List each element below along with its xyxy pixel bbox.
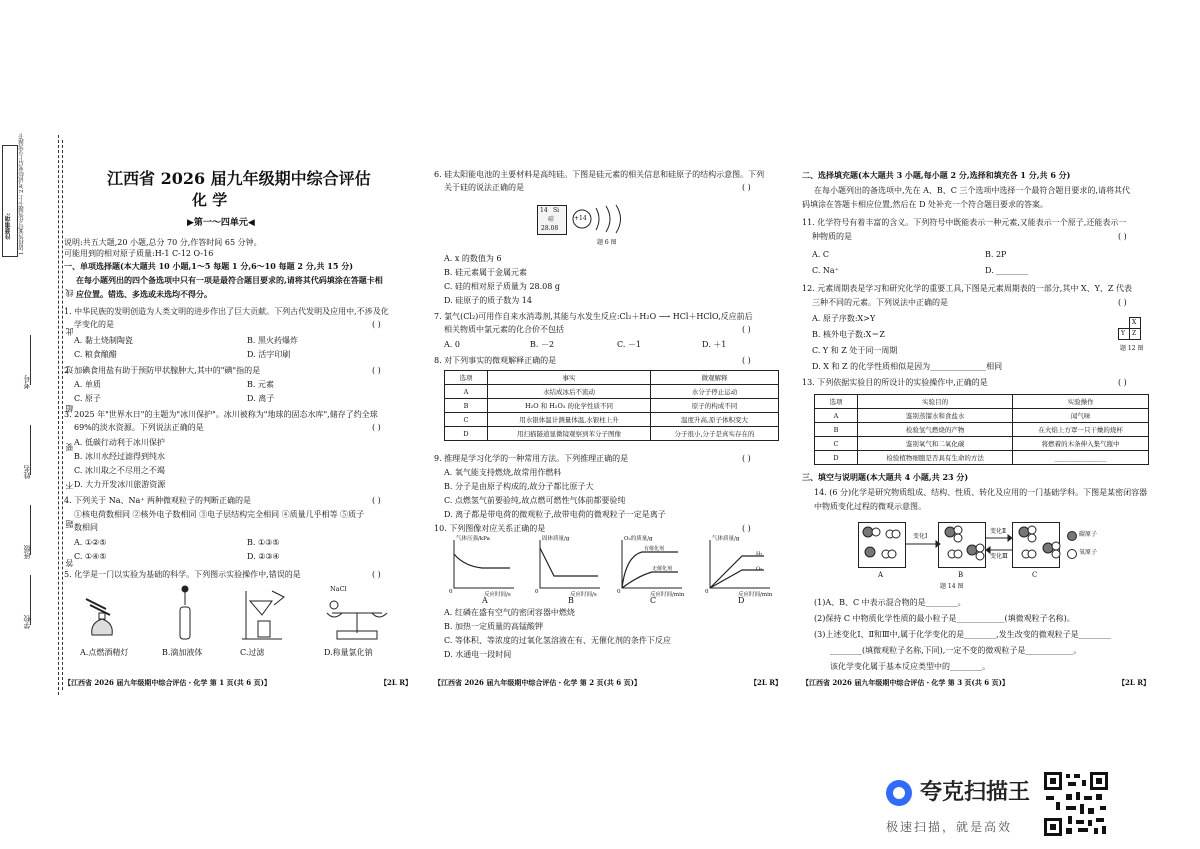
- filter-icon: [242, 591, 284, 639]
- q11-opt-c: C. Na⁺: [812, 266, 839, 275]
- q12-opt-a: A. 原子序数:X>Y: [812, 314, 876, 323]
- scanner-watermark: [880, 770, 1180, 840]
- legend-carbon: 碳原子: [1079, 531, 1098, 538]
- q14-part-3b: ________(填微观粒子名称,下同),一定不变的微观粒子是____________。: [830, 646, 1082, 655]
- q4-opt-b: B. ①③⑤: [247, 538, 280, 547]
- legend-oxygen: 氧原子: [1079, 549, 1098, 556]
- q8-head-1: 事实: [488, 371, 651, 385]
- q5-opt-a: A.点燃酒精灯: [80, 648, 129, 657]
- q3-opt-a: A. 低碳行动利于冰川保护: [74, 438, 165, 447]
- q8-stem: 8. 对下列事实的微观解释正确的是: [434, 356, 557, 365]
- q13-cell: ________________: [1013, 451, 1149, 465]
- q1-stem-b: 学变化的是: [74, 320, 114, 329]
- graph-b-origin: 0: [535, 589, 539, 595]
- page-1-footer: 【江西省 2026 届九年级期中综合评估・化学 第 1 页(共 6 页)】: [64, 678, 271, 687]
- q13-cell: C: [815, 437, 858, 451]
- table-row: [815, 395, 1149, 409]
- graph-c-xlabel: 反应时间/min: [650, 592, 685, 598]
- q13-stem: 13. 下列依据实验目的所设计的实验操作中,正确的是: [802, 378, 988, 387]
- q12-paren: ( ): [1118, 298, 1127, 307]
- table-row: [445, 385, 779, 399]
- q6-stem: 6. 硅太阳能电池的主要材料是高纯硅。下图是硅元素的相关信息和硅原子的结构示意图。下列: [434, 170, 765, 179]
- q8-cell: B: [445, 399, 488, 413]
- xingming-line: [30, 425, 31, 475]
- graph-b-ylabel: 固体质量/g: [542, 536, 570, 542]
- oxygen-atom-icon: [1067, 549, 1077, 559]
- q11-opt-a: A. C: [812, 250, 829, 259]
- q12-stem: 12. 元素周期表是学习和研究化学的重要工具,下图是元素周期表的一部分,其中 X、Y、Z 代表: [802, 284, 1132, 293]
- xuexiao-label: 学校: [23, 615, 31, 629]
- q5-nacl-label: NaCl: [330, 585, 347, 593]
- q10-paren: ( ): [742, 524, 751, 533]
- q2-opt-d: D. 离子: [247, 394, 275, 403]
- q4-opt-d: D. ②③④: [247, 552, 280, 561]
- q8-cell: 用扫描隧道显微镜观察到苯分子图像: [488, 427, 651, 441]
- q14-part-1: (1)A、B、C 中表示混合物的是________。: [814, 598, 966, 607]
- qr-code-icon: [1042, 770, 1110, 838]
- banji-line: [30, 505, 31, 555]
- q13-cell: B: [815, 423, 858, 437]
- q8-cell: A: [445, 385, 488, 399]
- q12-opt-c: C. Y 和 Z 处于同一周期: [812, 346, 898, 355]
- intro-2: 可能用到的相对原子质量:H-1 C-12 O-16: [64, 249, 214, 258]
- q13-head-1: 实验目的: [858, 395, 1013, 409]
- q9-opt-d: D. 离子都是带电荷的微观粒子,故带电荷的微观粒子一定是离子: [444, 510, 666, 519]
- q6-opt-d: D. 硅原子的质子数为 14: [444, 296, 532, 305]
- graph-d-xlabel: 反应时间/min: [738, 592, 773, 598]
- q7-stem-b: 相关物质中氯元素的化合价不包括: [444, 325, 564, 334]
- q3-stem-b: 69%的淡水资源。下列说法正确的是: [74, 423, 204, 432]
- q1-stem: 1. 中华民族的发明创造为人类文明的进步作出了巨大贡献。下列古代发明及应用中,不涉及化: [64, 307, 389, 316]
- q4-opt-a: A. ①②⑤: [74, 538, 107, 547]
- q4-opt-c: C. ①④⑤: [74, 552, 107, 561]
- table-row: [445, 371, 779, 385]
- q5-opt-c: C.过滤: [240, 648, 265, 657]
- q4-paren: ( ): [372, 496, 381, 505]
- graph-b-label: B: [568, 596, 574, 605]
- q13-cell: 鉴别氧气和二氧化碳: [858, 437, 1013, 451]
- exam-title: 江西省 2026 届九年级期中综合评估: [107, 169, 371, 188]
- q13-cell: D: [815, 451, 858, 465]
- q10-opt-b: B. 加热一定质量的高锰酸钾: [444, 622, 543, 631]
- q6-stem-b: 关于硅的说法正确的是: [444, 183, 524, 192]
- q3-stem: 3. 2025 年"世界水日"的主题为"冰川保护"。冰川被称为"地球的固态水库",储存了约全球: [64, 410, 378, 419]
- change-3-label: 变化Ⅲ: [990, 553, 1008, 560]
- q13-cell: 检验植物细胞是否具有生命的方法: [858, 451, 1013, 465]
- si-number: 14: [540, 207, 548, 214]
- q9-opt-b: B. 分子是由原子构成的,故分子都比原子大: [444, 482, 594, 491]
- si-name: 硅: [548, 216, 555, 223]
- fig-12-caption: 题 12 图: [1120, 345, 1144, 352]
- graph-d-label-1: H₂: [756, 551, 763, 557]
- table-row: [815, 437, 1149, 451]
- graph-c-ylabel: O₂的质量/g: [624, 536, 653, 542]
- q13-cell: A: [815, 409, 858, 423]
- q14-stem: 14. (6 分)化学是研究物质组成、结构、性质、转化及应用的一门基础学科。下图是某密闭容器: [814, 488, 1148, 497]
- q12-stem-b: 三种不同的元素。下列说法中正确的是: [812, 298, 948, 307]
- q14-box-a-label: A: [878, 571, 884, 579]
- graph-c-origin: 0: [617, 589, 621, 595]
- q12-opt-d: D. X 和 Z 的化学性质相似是因为______________相同: [812, 362, 1003, 371]
- q8-cell: D: [445, 427, 488, 441]
- section-1-note-1: 在每小题列出的四个备选项中只有一项是最符合题目要求的,请将其代码填涂在答题卡相: [76, 275, 383, 285]
- table-row: [815, 423, 1149, 437]
- fig-14-caption: 题 14 图: [940, 583, 964, 590]
- q2-opt-c: C. 原子: [74, 394, 101, 403]
- graph-a: [454, 540, 514, 588]
- q5-opt-d: D.称量氯化钠: [324, 648, 373, 657]
- section-3-title: 三、填空与说明题(本大题共 4 小题,共 23 分): [802, 472, 969, 482]
- q9-paren: ( ): [742, 454, 751, 463]
- q14-part-3: (3)上述变化Ⅰ、Ⅱ和Ⅲ中,属于化学变化的是________,发生改变的微观粒子是________: [814, 630, 1111, 639]
- graph-c-label: C: [650, 596, 657, 605]
- scanner-brand: 夸克扫描王: [920, 780, 1031, 805]
- q6-opt-c: C. 硅的相对原子质量为 28.08 g: [444, 282, 561, 291]
- q6-opt-b: B. 硅元素属于金属元素: [444, 268, 527, 277]
- intro-1: 说明:共五大题,20 小题,总分 70 分,作答时间 65 分钟。: [64, 238, 262, 247]
- scope: ▶第一～四单元◀: [187, 218, 255, 228]
- si-nucleus: +14: [574, 215, 587, 222]
- q9-opt-c: C. 点燃氢气前要验纯,故点燃可燃性气体前都要验纯: [444, 496, 626, 505]
- q8-head-0: 选项: [445, 371, 488, 385]
- graph-a-ylabel: 气体压强/kPa: [456, 536, 490, 542]
- fig-6-caption: 题 6 图: [597, 239, 617, 246]
- q5-opt-b: B.滴加液体: [162, 648, 203, 657]
- q9-stem: 9. 推理是学习化学的一种常用方法。下列推理正确的是: [434, 454, 629, 463]
- si-mass: 28.08: [541, 225, 559, 232]
- quark-logo-inner: [893, 787, 905, 799]
- q7-opt-c: C. －1: [617, 340, 642, 349]
- section-2-note-1: 在每小题列出的备选项中,先在 A、B、C 三个选项中选择一个最符合题目要求的,请将其代: [814, 186, 1130, 195]
- q11-opt-d: D. ________: [985, 266, 1029, 275]
- section-2-title: 二、选择填充题(本大题共 3 小题,每小题 2 分,选择和填充各 1 分,共 6 分): [802, 170, 1071, 180]
- q2-opt-b: B. 元素: [247, 380, 274, 389]
- q8-cell: 分子很小,分子是真实存在的: [651, 427, 779, 441]
- q13-head-0: 选项: [815, 395, 858, 409]
- q2-stem: 2. 加碘食用盐有助于预防甲状腺肿大,其中的"碘"指的是: [64, 366, 261, 375]
- pt-x: X: [1132, 319, 1137, 326]
- q8-table: [444, 370, 779, 441]
- q7-opt-b: B. －2: [530, 340, 555, 349]
- q3-opt-c: C. 冰川取之不尽用之不竭: [74, 466, 165, 475]
- page-1-code: 【2L R】: [380, 678, 413, 687]
- pt-y: Y: [1121, 330, 1125, 337]
- q3-opt-d: D. 大力开发冰川旅游资源: [74, 480, 166, 489]
- q8-head-2: 微观解释: [651, 371, 779, 385]
- q10-stem: 10. 下列图像对应关系正确的是: [434, 524, 546, 533]
- q11-stem-b: 种物质的是: [812, 232, 852, 241]
- q2-paren: ( ): [372, 366, 381, 375]
- q7-opt-d: D. ＋1: [702, 340, 727, 349]
- q14-part-3c: 该化学变化属于基本反应类型中的________。: [830, 662, 990, 671]
- q3-opt-b: B. 冰川水经过滤得到纯水: [74, 452, 165, 461]
- change-1-label: 变化Ⅰ: [913, 533, 928, 540]
- q7-opt-a: A. 0: [444, 340, 460, 349]
- quark-logo-icon: [886, 780, 912, 806]
- q13-cell: 将燃着的木条伸入集气瓶中: [1013, 437, 1149, 451]
- subject-title: 化 学: [192, 191, 228, 209]
- section-1-note-2: 应位置。错选、多选或未选均不得分。: [76, 289, 212, 299]
- q10-opt-c: C. 等体积、等浓度的过氧化氢溶液在有、无催化剂的条件下反应: [444, 636, 671, 645]
- q5-apparatus: [62, 585, 422, 645]
- q11-stem: 11. 化学符号有着丰富的含义。下列符号中既能表示一种元素,又能表示一个原子,还能表示一: [802, 218, 1127, 227]
- notice-body: 1.请将答案写在答题卡上 2.考试结束后上交答题卡: [19, 132, 25, 255]
- table-row: [445, 427, 779, 441]
- q14-box-b-label: B: [958, 571, 964, 579]
- q10-opt-d: D. 水通电一段时间: [444, 650, 512, 659]
- q1-opt-a: A. 黏土烧制陶瓷: [74, 336, 133, 345]
- balance-icon: [327, 601, 387, 639]
- page-1: [62, 150, 422, 695]
- q1-opt-c: C. 粮食酿醋: [74, 350, 117, 359]
- q8-cell: 用水银体温计测量体温,水银柱上升: [488, 413, 651, 427]
- table-row: [445, 399, 779, 413]
- q7-stem: 7. 氯气(Cl₂)可用作自来水消毒剂,其能与水发生反应:Cl₂＋H₂O ⟶ HCl＋HClO,反应前后: [434, 312, 753, 321]
- xingming-label: 姓名: [23, 465, 31, 479]
- graph-d-ylabel: 气体质量/g: [712, 536, 740, 542]
- q6-opt-a: A. x 的数值为 6: [444, 254, 502, 263]
- kaohao-line: [30, 335, 31, 385]
- alcohol-lamp-icon: [86, 599, 112, 635]
- table-row: [815, 451, 1149, 465]
- q13-cell: 检验氢气燃烧的产物: [858, 423, 1013, 437]
- graph-a-label: A: [482, 596, 488, 605]
- page-3: [800, 150, 1160, 695]
- q14-molecules: [858, 522, 1078, 566]
- notice-title: 注意事项:: [5, 213, 12, 240]
- box-c-particles: [1019, 526, 1060, 558]
- page-2-footer: 【江西省 2026 届九年级期中综合评估・化学 第 2 页(共 6 页)】: [434, 678, 641, 687]
- no-answer-notice: 答 题 不 要 超 过 此 线: [65, 275, 74, 567]
- q1-paren: ( ): [372, 320, 381, 329]
- page-3-footer: 【江西省 2026 届九年级期中综合评估・化学 第 3 页(共 6 页)】: [802, 678, 1009, 687]
- kaohao-label: 考号: [23, 375, 31, 389]
- q4-stem: 4. 下列关于 Na、Na⁺ 两种微观粒子的判断正确的是: [64, 496, 252, 505]
- q7-paren: ( ): [742, 325, 751, 334]
- table-row: [815, 409, 1149, 423]
- q8-cell: 原子的构成不同: [651, 399, 779, 413]
- binding-strip: [0, 132, 74, 695]
- q8-cell: H₂O 和 H₂O₂ 的化学性质不同: [488, 399, 651, 413]
- q8-paren: ( ): [742, 356, 751, 365]
- q13-table: [814, 394, 1149, 465]
- section-1-title: 一、单项选择题(本大题共 10 小题,1～5 每题 1 分,6～10 每题 2 分,共 15 分): [64, 261, 354, 271]
- xuexiao-line: [30, 575, 31, 625]
- banji-label: 班级: [23, 545, 31, 559]
- graph-c-label-1: 有催化剂: [644, 546, 665, 552]
- page-2-code: 【2L R】: [750, 678, 783, 687]
- q8-cell: 水结成冰后不流动: [488, 385, 651, 399]
- q12-opt-b: B. 核外电子数:X＝Z: [812, 330, 885, 339]
- pt-cell-z: [1129, 328, 1141, 340]
- graph-d-origin: 0: [705, 589, 709, 595]
- section-2-note-2: 码填涂在答题卡相应位置,然后在 D 处补充一个符合题目要求的答案。: [802, 200, 1049, 209]
- q14-box-c-label: C: [1032, 571, 1038, 579]
- si-element-card: [537, 205, 567, 235]
- table-row: [445, 413, 779, 427]
- q14-stem-b: 中物质变化过程的微观示意图。: [814, 502, 926, 511]
- graph-d-label-2: O₂: [756, 566, 763, 572]
- q9-opt-a: A. 氧气能支持燃烧,故常用作燃料: [444, 468, 562, 477]
- q13-cell: 闻气味: [1013, 409, 1149, 423]
- q4-items-b: 数相同: [74, 523, 98, 532]
- cut-line: [58, 135, 59, 695]
- q5-paren: ( ): [372, 570, 381, 579]
- graph-b: [540, 540, 600, 588]
- q8-cell: C: [445, 413, 488, 427]
- dropper-icon: [180, 586, 190, 639]
- notice-box: [2, 145, 18, 257]
- q1-opt-b: B. 黑火药爆炸: [247, 336, 298, 345]
- change-2-label: 变化Ⅱ: [990, 528, 1007, 535]
- si-symbol: Si: [553, 207, 560, 214]
- graph-c-label-2: 无催化剂: [652, 566, 673, 572]
- q13-paren: ( ): [1118, 378, 1127, 387]
- box-b-particles: [945, 526, 984, 560]
- q1-opt-d: D. 活字印刷: [247, 350, 291, 359]
- q14-part-2: (2)保持 C 中物质化学性质的最小粒子是____________(填微观粒子名称)。: [814, 614, 1075, 623]
- q11-opt-b: B. 2P: [985, 250, 1007, 259]
- box-a-particles: [863, 527, 900, 558]
- q6-paren: ( ): [742, 183, 751, 192]
- graph-a-xlabel: 反应时间/s: [484, 592, 511, 598]
- q8-cell: 水分子停止运动: [651, 385, 779, 399]
- page-3-code: 【2L R】: [1118, 678, 1151, 687]
- q10-opt-a: A. 红磷在盛有空气的密闭容器中燃烧: [444, 608, 575, 617]
- q5-stem: 5. 化学是一门以实验为基础的科学。下列图示实验操作中,错误的是: [64, 570, 301, 579]
- graph-a-origin: 0: [449, 589, 453, 595]
- scanner-slogan: 极速扫描，就是高效: [886, 820, 1013, 834]
- q13-cell: 鉴别蒸馏水和食盐水: [858, 409, 1013, 423]
- graph-b-xlabel: 反应时间/s: [570, 592, 597, 598]
- pt-z: Z: [1132, 330, 1137, 337]
- q2-opt-a: A. 单质: [74, 380, 101, 389]
- q8-cell: 温度升高,原子体积变大: [651, 413, 779, 427]
- carbon-atom-icon: [1067, 531, 1077, 541]
- graph-d-label: D: [738, 596, 745, 605]
- q11-paren: ( ): [1118, 232, 1127, 241]
- q13-head-2: 实验操作: [1013, 395, 1149, 409]
- q4-items: ①核电荷数相同 ②核外电子数相同 ③电子层结构完全相同 ④质量几乎相等 ⑤质子: [74, 510, 365, 519]
- q13-cell: 在火焰上方罩一只干燥的烧杯: [1013, 423, 1149, 437]
- q3-paren: ( ): [372, 423, 381, 432]
- page-2: [432, 150, 792, 695]
